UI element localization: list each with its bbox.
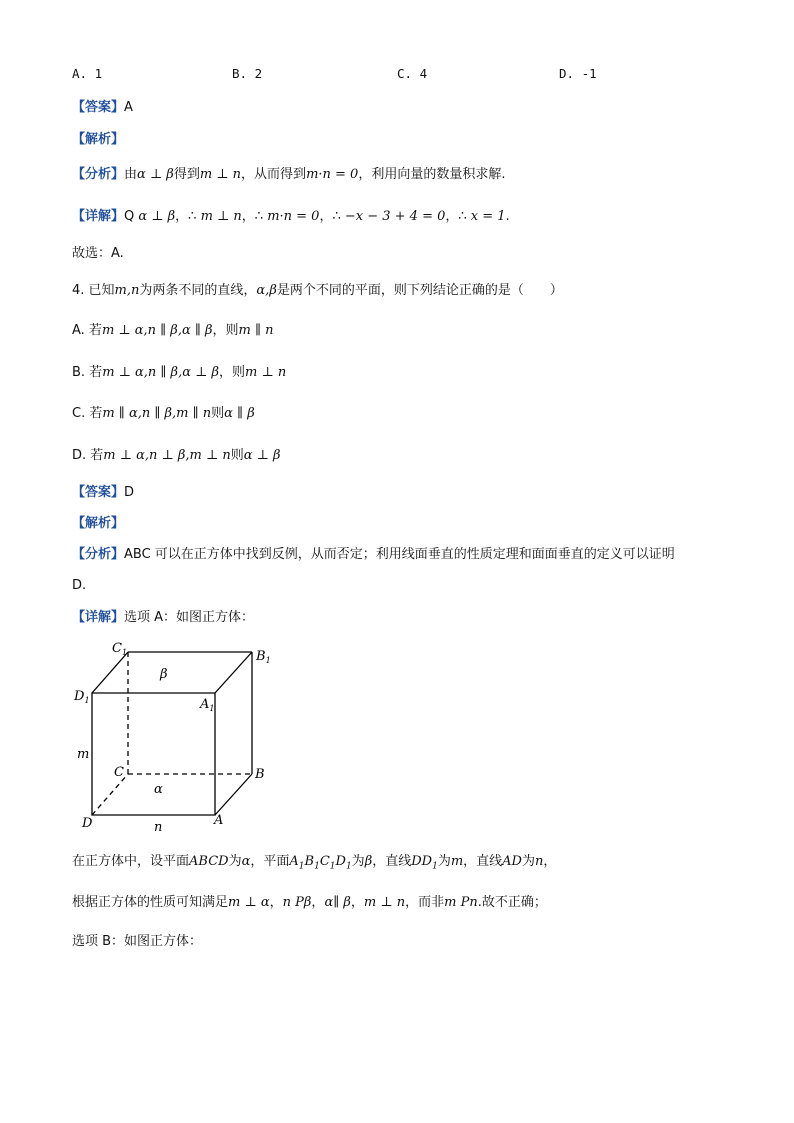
q4-option-c: C. 若m ∥ α,n ∥ β,m ∥ n则α ∥ β <box>72 406 255 421</box>
option-b: B. 2 <box>232 66 263 81</box>
previous-question-options <box>72 66 632 86</box>
label-n: n <box>154 820 163 835</box>
cube-diagram <box>72 638 272 838</box>
q4-option-a: A. 若m ⊥ α,n ∥ β,α ∥ β，则m ∥ n <box>72 323 274 338</box>
label-b: B <box>255 767 265 782</box>
q3-answer: 【答案】A <box>72 100 133 115</box>
hidden-edge-dc <box>92 774 128 815</box>
label-d: D <box>82 816 93 831</box>
q3-analysis-heading: 【解析】 <box>72 132 125 147</box>
option-c: C. 4 <box>397 66 428 81</box>
q3-conclusion: 故选：A. <box>72 246 124 261</box>
q3-detail: 【详解】Q α ⊥ β，∴ m ⊥ n，∴ m·n = 0，∴ −x − 3 + 4 = 0，∴ x = 1. <box>72 209 510 224</box>
label-a1: $A_1$ <box>200 697 215 713</box>
label-d1: $D_1$ <box>74 689 90 705</box>
label-b1: $B_1$ <box>256 649 271 665</box>
q3-fenxi: 【分析】由α ⊥ β得到m ⊥ n，从而得到m·n = 0，利用向量的数量积求解. <box>72 167 506 182</box>
q4-analysis-heading: 【解析】 <box>72 516 125 531</box>
label-c: C <box>114 765 124 780</box>
q4-option-b-heading: 选项 B：如图正方体： <box>72 934 203 949</box>
label-a: A <box>214 813 224 828</box>
edge-d1c1 <box>92 652 128 693</box>
q4-detail-a: 【详解】选项 A：如图正方体： <box>72 610 255 625</box>
label-alpha: α <box>154 782 163 797</box>
q4-option-b: B. 若m ⊥ α,n ∥ β,α ⊥ β，则m ⊥ n <box>72 365 287 380</box>
q4-fenxi-cont: D. <box>72 578 87 593</box>
edge-a1b1 <box>215 652 252 693</box>
q4-cube-conclusion: 根据正方体的性质可知满足m ⊥ α，n Pβ，α∥ β，m ⊥ n，而非m Pn.故不正确； <box>72 895 547 910</box>
q4-stem: 4. 已知m,n为两条不同的直线，α,β是两个不同的平面，则下列结论正确的是（ ） <box>72 283 563 298</box>
label-m: m <box>77 747 90 762</box>
q4-option-d: D. 若m ⊥ α,n ⊥ β,m ⊥ n则α ⊥ β <box>72 448 281 463</box>
q4-fenxi: 【分析】ABC 可以在正方体中找到反例，从而否定；利用线面垂直的性质定理和面面垂直的定义可以证明 <box>72 547 675 562</box>
edge-ab <box>215 774 252 815</box>
option-d: D. -1 <box>559 66 597 81</box>
q4-answer: 【答案】D <box>72 485 135 500</box>
label-beta: β <box>160 667 168 682</box>
label-c1: $C_1$ <box>112 641 128 657</box>
q4-cube-setup: 在正方体中，设平面ABCD为α，平面$A_1B_1C_1D_1$为β，直线$DD_1$为m，直线AD为n， <box>72 854 557 872</box>
option-a: A. 1 <box>72 66 103 81</box>
